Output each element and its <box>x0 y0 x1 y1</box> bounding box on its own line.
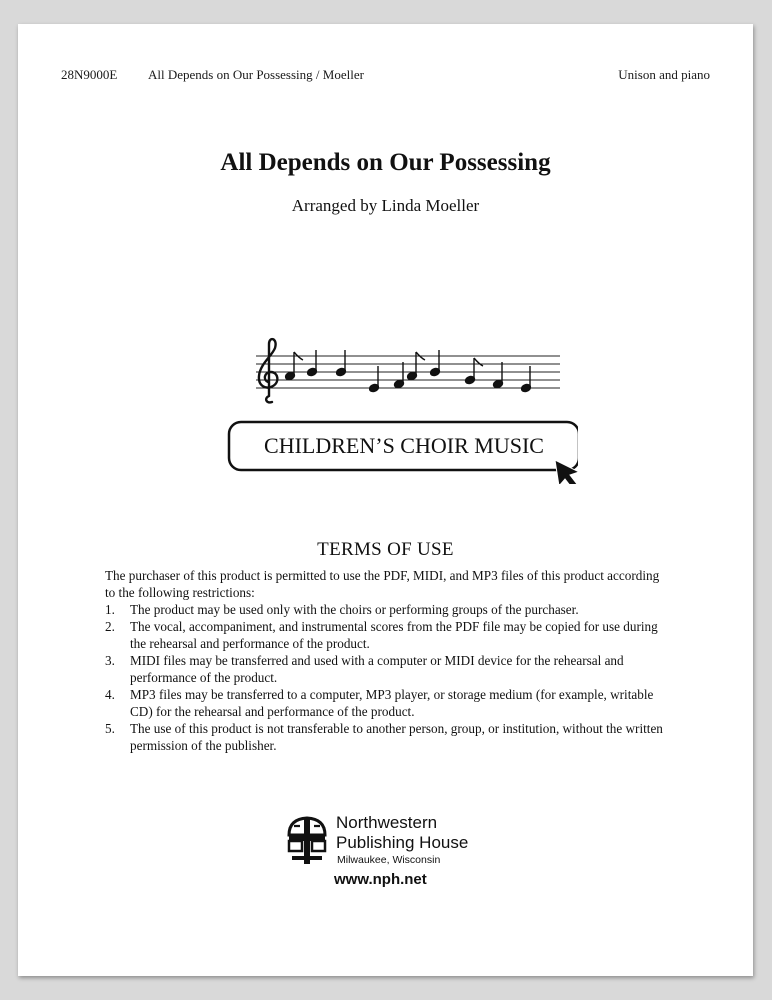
terms-item: 4. MP3 files may be transferred to a computer, MP3 player, or storage medium (for example, writable CD) for the rehearsal and performance of the product. <box>105 687 654 719</box>
catalog-code: 28N9000E <box>61 67 118 82</box>
childrens-choir-music-logo <box>208 334 578 484</box>
terms-of-use <box>105 567 665 754</box>
logo-text: CHILDREN’S CHOIR MUSIC <box>264 433 544 458</box>
treble-clef-icon <box>259 339 277 402</box>
terms-list <box>105 601 665 754</box>
publisher-name: Northwestern Publishing House <box>336 813 469 852</box>
voicing-label: Unison and piano <box>618 67 710 82</box>
publisher-city: Milwaukee, Wisconsin <box>337 854 441 866</box>
terms-item: 3. MIDI files may be transferred and used with a computer or MIDI device for the rehearsal and performance of the product. <box>105 653 624 685</box>
terms-item: 2. The vocal, accompaniment, and instrumental scores from the PDF file may be copied for use during the rehearsal and performance of the product. <box>105 619 658 651</box>
publisher-url[interactable]: www.nph.net <box>334 871 427 888</box>
terms-item: 1. The product may be used only with the choirs or performing groups of the purchaser. <box>105 602 579 617</box>
page-title: All Depends on Our Possessing <box>220 149 551 176</box>
terms-heading: TERMS OF USE <box>317 539 454 560</box>
publisher-cross-icon <box>286 815 328 867</box>
header-title: All Depends on Our Possessing / Moeller <box>148 67 364 82</box>
terms-item: 5. The use of this product is not transferable to another person, group, or institution, without the written permission of the publisher. <box>105 721 663 753</box>
terms-intro: The purchaser of this product is permitted to use the PDF, MIDI, and MP3 files of this product according to the following restrictions: <box>105 568 660 600</box>
music-staff <box>256 356 560 388</box>
arranger-line: Arranged by Linda Moeller <box>291 196 480 215</box>
sheet-page <box>18 24 753 976</box>
publisher-block <box>286 811 506 901</box>
